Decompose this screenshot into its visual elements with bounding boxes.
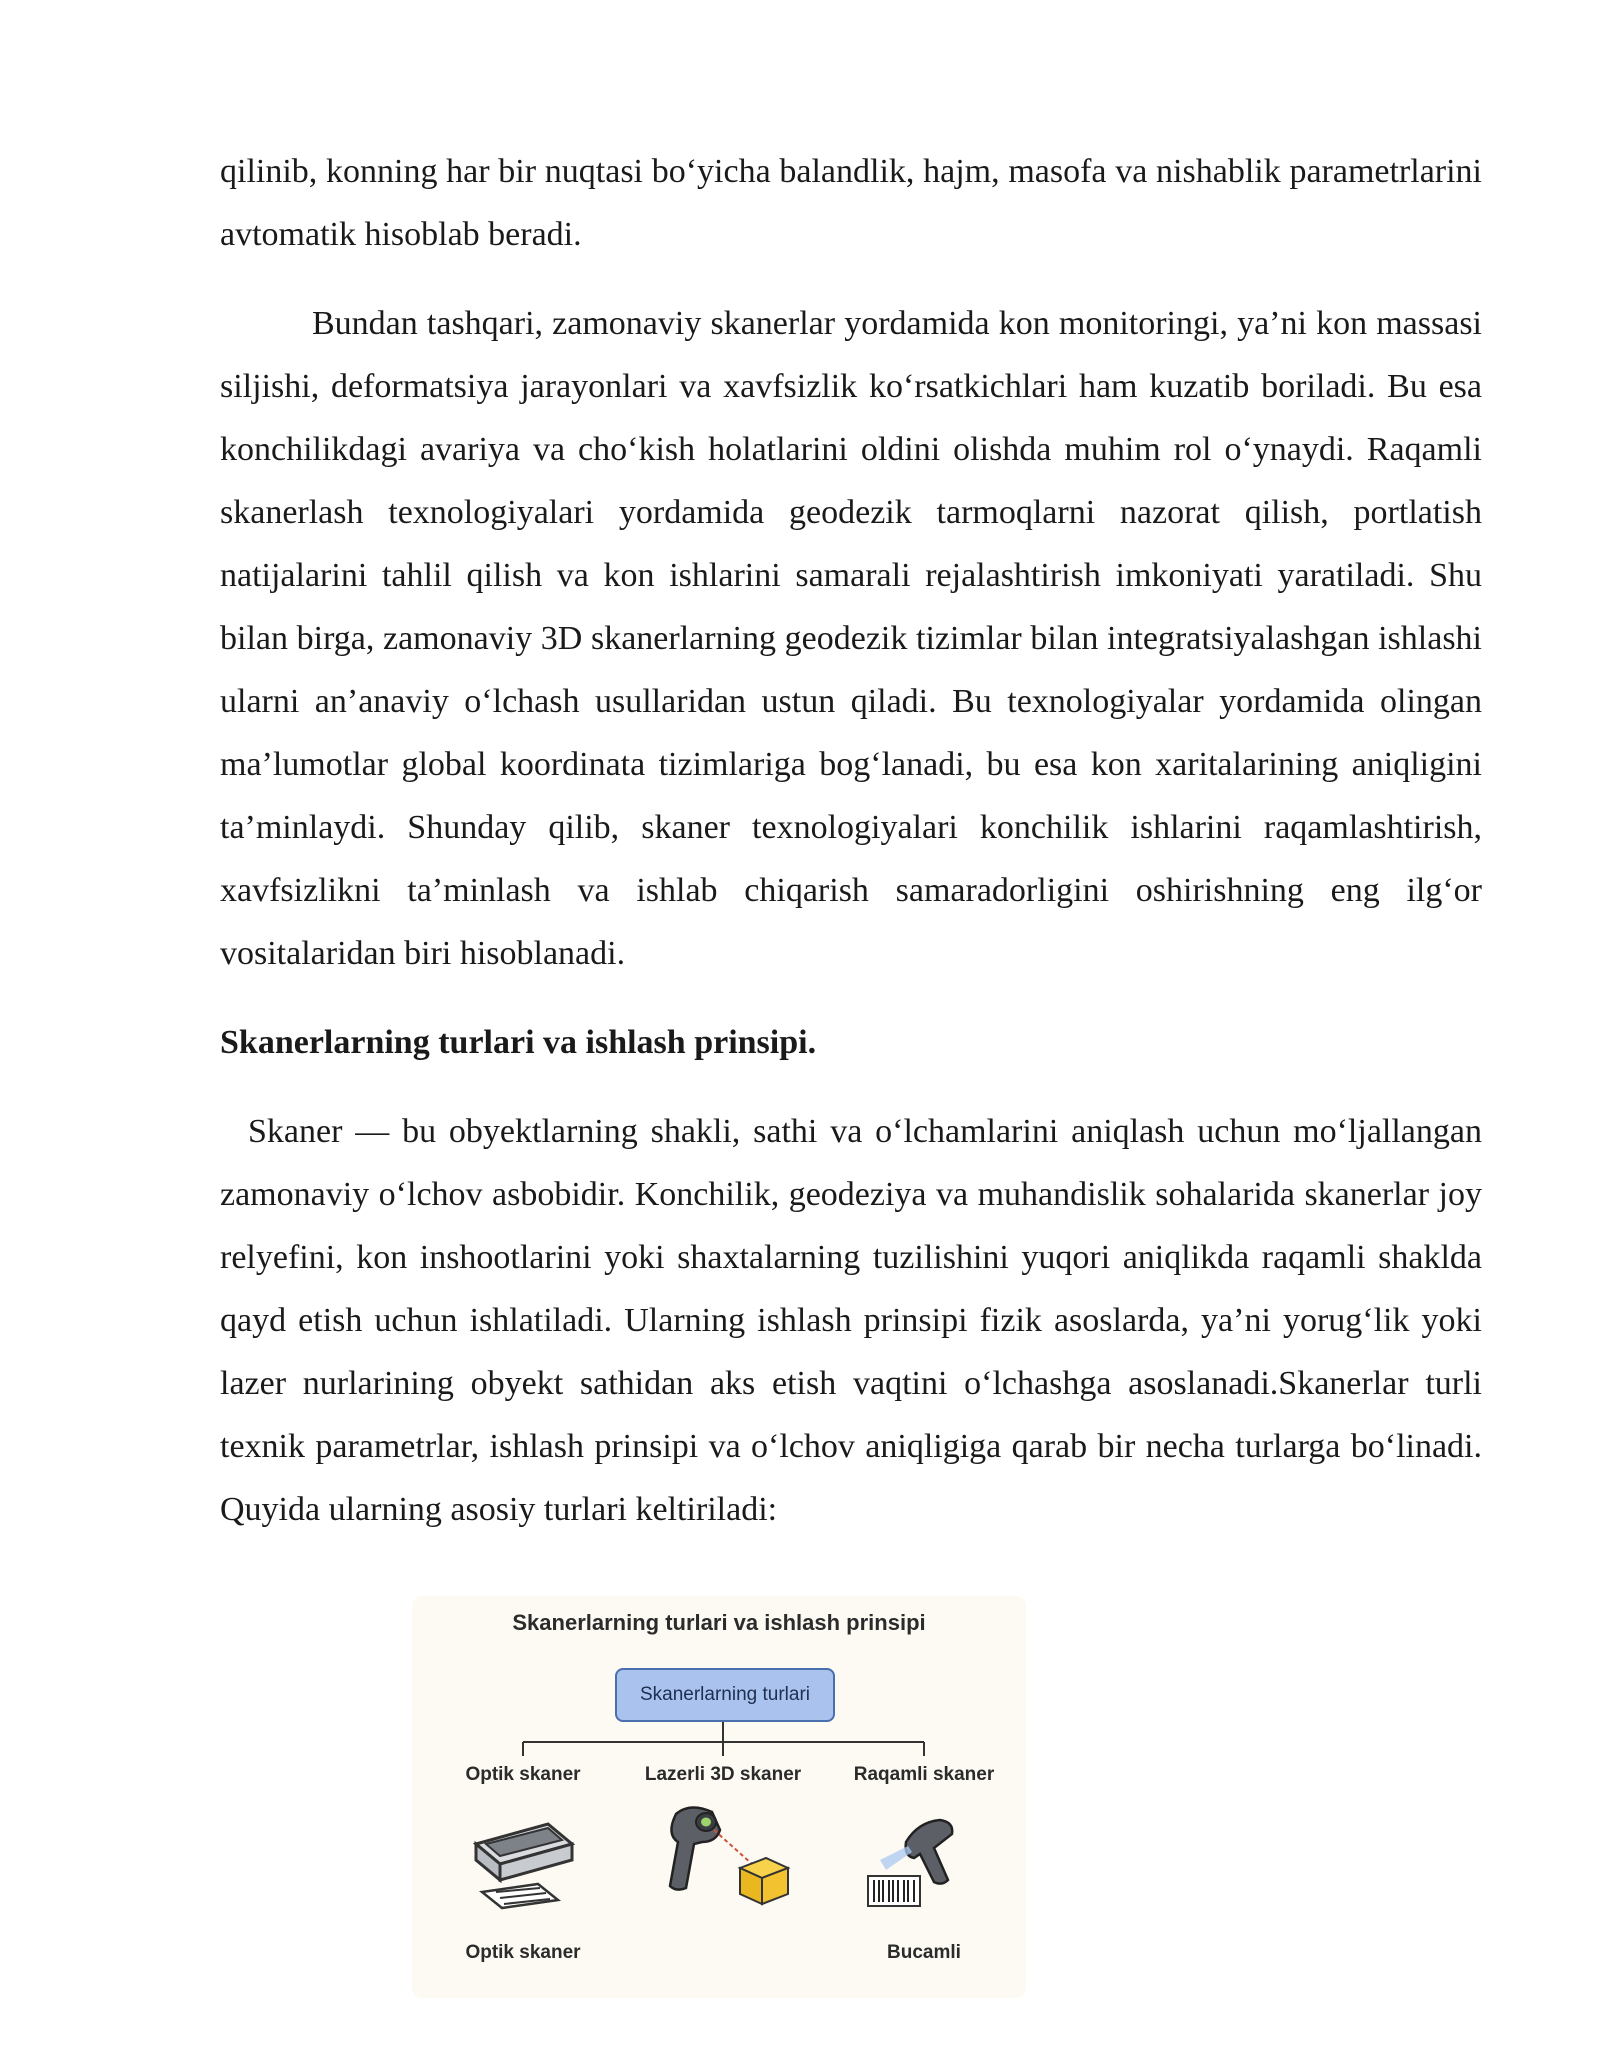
section-heading: Skanerlarning turlari va ishlash prinsipi. bbox=[220, 1024, 817, 1061]
paragraph-monitoring: Bundan tashqari, zamonaviy skanerlar yordamida kon monitoringi, ya’ni kon massasi siljishi, deformatsiya jarayonlari va xavfsizlik ko‘rsatkichlari ham kuzatib boriladi. Bu esa konchilikdagi avariya va cho‘kish holatlarini oldini olishda muhim rol o‘ynaydi. Raqamli skanerlash texnologiyalari yordamida geodezik tarmoqlarni nazorat qilish, portlatish natijalarini tahlil qilish va kon ishlarini samarali rejalashtirish imkoniyati yaratiladi. Shu bilan birga, zamonaviy 3D skanerlarning geodezik tizimlar bilan integratsiyalashgan ishlashi ularni an’anaviy o‘lchash usullaridan ustun qiladi. Bu texnologiyalar yordamida olingan ma’lumotlar global koordinata tizimlariga bog‘lanadi, bu esa kon xaritalarining aniqligini ta’minlaydi. Shunday qilib, skaner texnologiyalari konchilik ishlarini raqamlashtirish, xavfsizlikni ta’minlash va ishlab chiqarish samaradorligini oshirishning eng ilg‘or vositalaridan biri hisoblanadi. bbox=[220, 305, 1482, 972]
laser-3d-scanner-icon bbox=[656, 1796, 806, 1921]
figure-title: Skanerlarning turlari va ishlash prinsipi bbox=[512, 1610, 926, 1635]
flatbed-scanner-icon bbox=[468, 1804, 578, 1919]
paragraph-scanner-definition: Skaner — bu obyektlarning shakli, sathi va o‘lchamlarini aniqlash uchun mo‘ljallangan zamonaviy o‘lchov asbobidir. Konchilik, geodeziya va muhandislik sohalarida skanerlar joy relyefini, kon inshootlarini yoki shaxtalarning tuzilishini yuqori aniqlikda raqamli shaklda qayd etish uchun ishlatiladi. Ularning ishlash prinsipi fizik asoslarda, ya’ni yorug‘lik yoki lazer nurlarining obyekt sathidan aks etish vaqtini o‘lchashga asoslanadi.Skanerlar turli texnik parametrlar, ishlash prinsipi va o‘lchov aniqligiga qarab bir necha turlarga bo‘linadi. Quyida ularning asosiy turlari keltiriladi: bbox=[220, 1113, 1482, 1528]
root-node: Skanerlarning turlari bbox=[615, 1668, 835, 1722]
paragraph-intro: qilinib, konning har bir nuqtasi bo‘yicha balandlik, hajm, masofa va nishablik parametrlarini avtomatik hisoblab beradi. bbox=[220, 153, 1482, 253]
document-page bbox=[220, 140, 1482, 1541]
category-raqamli-skaner: Raqamli skaner bbox=[853, 1764, 995, 1785]
barcode-scanner-icon bbox=[858, 1800, 988, 1925]
bottom-label-optik-skaner: Optik skaner bbox=[465, 1942, 581, 1963]
category-optik-skaner: Optik skaner bbox=[465, 1764, 581, 1785]
bottom-label-bucamli: Bucamli bbox=[887, 1942, 961, 1963]
scanner-types-figure bbox=[412, 1596, 1026, 1998]
category-lazerli-3d-skaner: Lazerli 3D skaner bbox=[644, 1764, 802, 1785]
